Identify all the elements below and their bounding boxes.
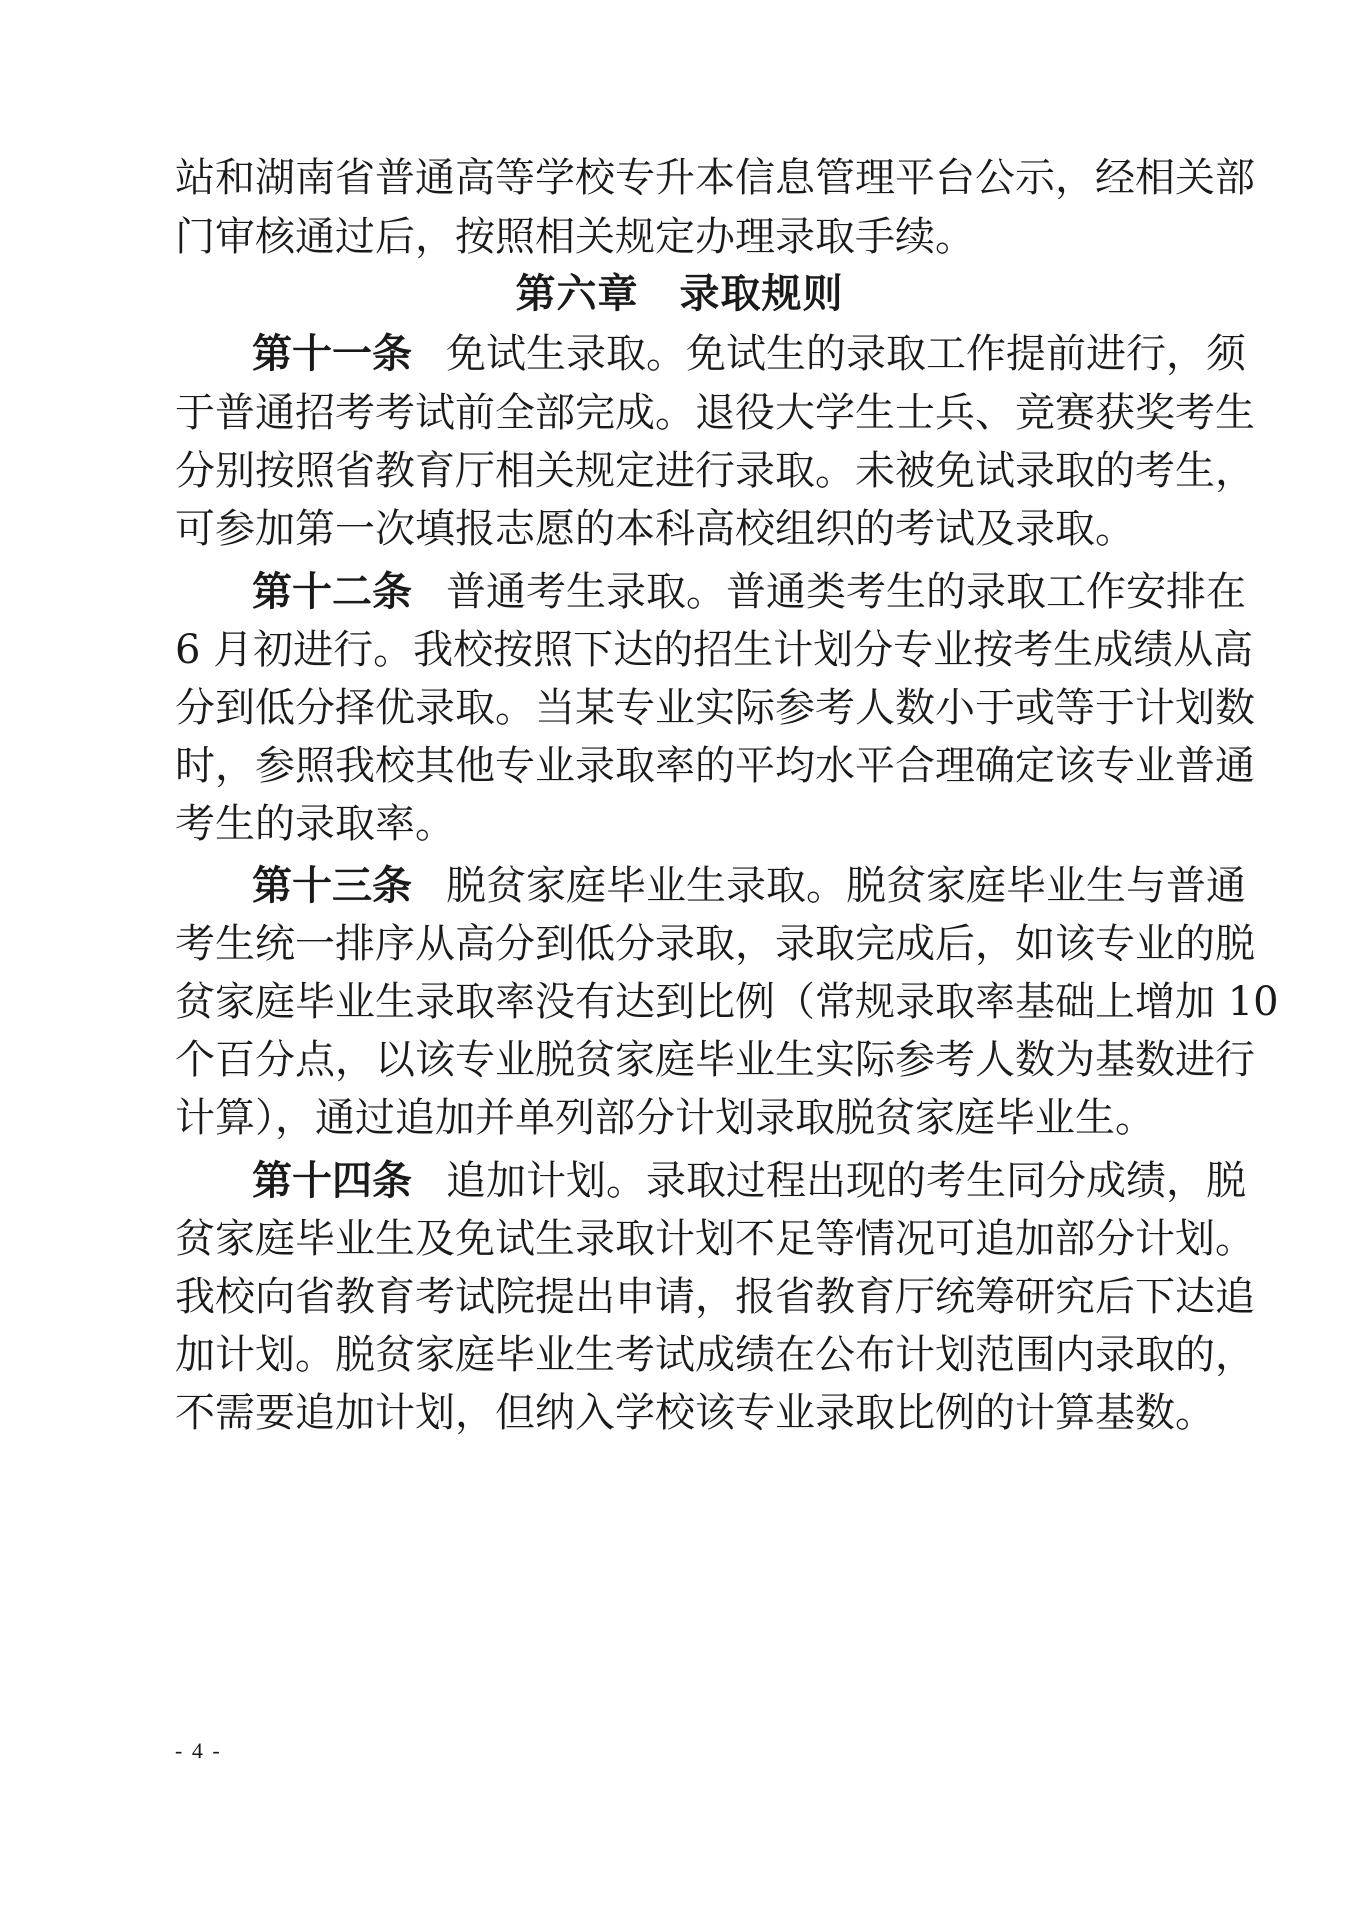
paragraph-line: 6 月初进行。我校按照下达的招生计划分专业按考生成绩从高 (175, 627, 1254, 673)
paragraph-line: 于普通招考考试前全部完成。退役大学生士兵、竞赛获奖考生 (175, 390, 1255, 436)
paragraph-line: 加计划。脱贫家庭毕业生考试成绩在公布计划范围内录取的， (175, 1332, 1255, 1378)
paragraph-line: 考生的录取率。 (175, 801, 455, 847)
paragraph-line: 时，参照我校其他专业录取率的平均水平合理确定该专业普通 (175, 743, 1255, 789)
paragraph-line: 贫家庭毕业生录取率没有达到比例（常规录取率基础上增加 10 (175, 979, 1279, 1025)
article-first-line (252, 860, 1246, 912)
chapter-title: 第六章 录取规则 (515, 271, 844, 317)
paragraph-line: 考生统一排序从高分到低分录取，录取完成后，如该专业的脱 (175, 921, 1255, 967)
paragraph-line: 我校向省教育考试院提出申请，报省教育厅统筹研究后下达追 (175, 1274, 1255, 1320)
paragraph-line: 计算），通过追加并单列部分计划录取脱贫家庭毕业生。 (175, 1095, 1155, 1141)
paragraph-line: 可参加第一次填报志愿的本科高校组织的考试及录取。 (175, 506, 1135, 552)
article-label: 第十四条 (252, 1158, 412, 1204)
article-text: 普通考生录取。普通类考生的录取工作安排在 (446, 569, 1246, 615)
page-number: - 4 - (175, 1738, 222, 1763)
article-label: 第十三条 (252, 863, 412, 909)
article-text: 追加计划。录取过程出现的考生同分成绩，脱 (446, 1158, 1246, 1204)
article-first-line (252, 566, 1246, 618)
article-first-line (252, 1155, 1246, 1207)
paragraph-line: 不需要追加计划，但纳入学校该专业录取比例的计算基数。 (175, 1390, 1215, 1436)
article-text: 脱贫家庭毕业生录取。脱贫家庭毕业生与普通 (446, 863, 1246, 909)
paragraph-line: 分别按照省教育厅相关规定进行录取。未被免试录取的考生， (175, 448, 1255, 494)
paragraph-line: 个百分点，以该专业脱贫家庭毕业生实际参考人数为基数进行 (175, 1037, 1255, 1083)
article-text: 免试生录取。免试生的录取工作提前进行，须 (446, 331, 1246, 377)
paragraph-line: 分到低分择优录取。当某专业实际参考人数小于或等于计划数 (175, 685, 1255, 731)
article-first-line (252, 328, 1246, 380)
paragraph-line: 贫家庭毕业生及免试生录取计划不足等情况可追加部分计划。 (175, 1216, 1255, 1262)
paragraph-line: 站和湖南省普通高等学校专升本信息管理平台公示，经相关部 (175, 155, 1255, 201)
article-label: 第十一条 (252, 331, 412, 377)
paragraph-line: 门审核通过后，按照相关规定办理录取手续。 (175, 214, 975, 260)
article-label: 第十二条 (252, 569, 412, 615)
